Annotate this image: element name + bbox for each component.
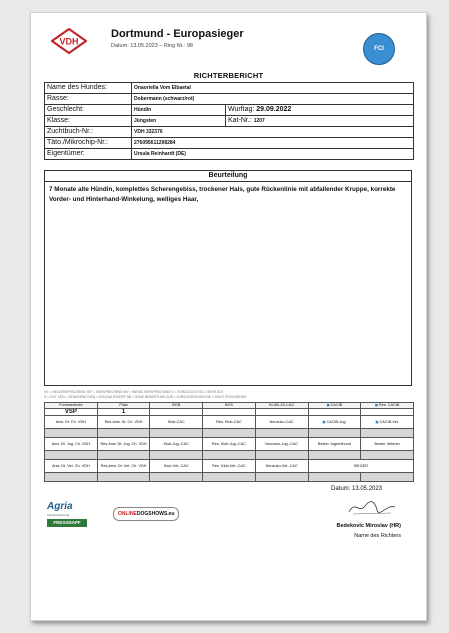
awards-row-b — [45, 438, 414, 451]
name-value: Onaoriella Vom Elbaetal — [132, 83, 414, 94]
sieger-cell: SIEGER — [308, 460, 413, 473]
document-page — [30, 12, 427, 621]
zuchtbuch-value: VDH 332376 — [132, 127, 414, 138]
legend-line-2: G = GUT GEN = GENÜGEND DISQ = DISQUALIFIZIERT NB = OHNE BEWERTUNG ZUR = ZURÜCKGEZOGEN NE = NICHT ERSCHIENEN — [44, 395, 247, 399]
award-cell: Klub-Vet.-CAC — [150, 460, 203, 473]
award-cell: Res. Klub-Vet.-CAC — [203, 460, 256, 473]
legend-line-1: VV = VIELVERSPRECHEND VSP = VERSPRECHEND WV = WENIG VERSPRECHEND V = VORZÜGLICH SG = SEHR GUT — [44, 390, 224, 394]
ods-logo-rest: DOGSHOWS.eu — [136, 511, 175, 517]
onlinedogshows-logo — [113, 507, 179, 521]
wurftag-label: Wurftag: — [228, 106, 255, 113]
name-label: Name des Hundes: — [45, 83, 132, 94]
row-geschlecht — [45, 105, 414, 116]
report-title: RICHTERBERICHT — [193, 71, 264, 80]
award-header: ◼ CACIB — [308, 403, 361, 409]
agria-subtitle: Tierversicherung — [47, 513, 70, 517]
award-cell-text: CACIB-Vet. — [379, 419, 399, 424]
zuchtbuch-label: Zuchtbuch-Nr.: — [45, 127, 132, 138]
awards-result-row — [45, 409, 414, 416]
fressnapf-logo: FRESSNAPF — [47, 519, 87, 527]
row-eigentuemer — [45, 149, 414, 160]
award-header-text: CACIB — [330, 403, 343, 407]
award-cell: Anw. Dt. Jug. Ch. VDH — [45, 438, 98, 451]
eigentuemer-label: Eigentümer: — [45, 149, 132, 160]
award-cell: Neuzuko-CAC — [255, 416, 308, 429]
award-cell: Res. Klub-Jug.-CAC — [203, 438, 256, 451]
rasse-value: Dobermann (schwarz/rot) — [132, 94, 414, 105]
fci-logo-text: FCI — [374, 46, 384, 52]
award-header: ◼ Res. CACIB — [361, 403, 414, 409]
row-klasse — [45, 116, 414, 127]
show-title: Dortmund - Europasieger — [111, 28, 244, 40]
rasse-label: Rasse: — [45, 94, 132, 105]
wurftag-value: 29.09.2022 — [256, 106, 292, 113]
row-zuchtbuch — [45, 127, 414, 138]
katnr-cell — [226, 116, 414, 127]
award-cell: Neuzuko-Jug.-CAC — [255, 438, 308, 451]
vdh-logo-text: VDH — [59, 36, 79, 47]
judge-caption: Name des Richters — [354, 533, 401, 539]
award-result — [150, 409, 203, 416]
award-cell: Klub-CAC — [150, 416, 203, 429]
chip-value: 276095611298284 — [132, 138, 414, 149]
award-cell: ◼ CACIB-Vet. — [361, 416, 414, 429]
footer-date: Datum: 13.05.2023 — [331, 486, 383, 492]
judge-signature — [347, 498, 397, 516]
row-chip — [45, 138, 414, 149]
katnr-value: 1207 — [253, 118, 265, 124]
judge-name: Bedekovic Miroslav (HR) — [336, 523, 401, 529]
geschlecht-label: Geschlecht: — [45, 105, 132, 116]
award-cell: Bester Jugendhund — [308, 438, 361, 451]
award-cell: Neuzuko-Vet.-CAC — [255, 460, 308, 473]
award-result — [308, 409, 361, 416]
award-header: BOS — [203, 403, 256, 409]
award-header-text: Res. CACIB — [378, 403, 400, 407]
ods-logo-online: ONLINE — [118, 511, 137, 517]
award-cell: Bester Veteran — [361, 438, 414, 451]
award-header: Formwertnote — [45, 403, 98, 409]
show-subtitle: Datum: 13.05.2023 – Ring Nr.: 98 — [111, 43, 193, 49]
awards-gap-row — [45, 429, 414, 438]
formwert-result: VSP — [45, 409, 98, 416]
award-cell: Res.Anw. Dt. Vet. Ch. VDH — [97, 460, 150, 473]
agria-logo: Agria — [47, 501, 73, 512]
award-cell-text: CACIB-Jug. — [326, 419, 347, 424]
awards-gap-row — [45, 473, 414, 482]
klasse-label: Klasse: — [45, 116, 132, 127]
klasse-value: Jüngsten — [132, 116, 226, 127]
vdh-logo — [51, 28, 87, 54]
beurteilung-text: 7 Monate alte Hündin, komplettes Scherengebiss, trockener Hals, gute Rückenlinie mit abfallender Kruppe, korrekte Vorder- und Hinterhand-Winkelung, welliges Haar, — [49, 186, 396, 203]
awards-gap-row — [45, 451, 414, 460]
award-result — [361, 409, 414, 416]
awards-row-a — [45, 416, 414, 429]
row-name — [45, 83, 414, 94]
wurftag-cell — [226, 105, 414, 116]
chip-label: Täto./Mikrochip-Nr.: — [45, 138, 132, 149]
beurteilung-heading: Beurteilung — [44, 170, 412, 181]
awards-table — [44, 402, 414, 482]
award-cell: Klub-Jug.-CAC — [150, 438, 203, 451]
award-cell: Anw. Dt. Vet. Ch. VDH — [45, 460, 98, 473]
geschlecht-value: Hündin — [132, 105, 226, 116]
katnr-label: Kat-Nr.: — [228, 117, 252, 124]
platz-result: 1 — [97, 409, 150, 416]
award-cell: Anw. Dt. Ch. VDH — [45, 416, 98, 429]
award-result — [203, 409, 256, 416]
beurteilung-box — [44, 181, 412, 386]
row-rasse — [45, 94, 414, 105]
fci-logo — [363, 33, 395, 65]
award-result — [255, 409, 308, 416]
awards-row-c — [45, 460, 414, 473]
dog-info-table — [44, 82, 414, 160]
award-cell: ◼ CACIB-Jug. — [308, 416, 361, 429]
award-cell: Res.Anw. Dt. Ch. VDH — [97, 416, 150, 429]
award-cell: Res. Klub-CAC — [203, 416, 256, 429]
award-cell: Res.Anw. Dt. Jug. Ch. VDH — [97, 438, 150, 451]
eigentuemer-value: Ursula Reinhardt (DE) — [132, 149, 414, 160]
award-header: Platz — [97, 403, 150, 409]
award-header: KLUB-JG-CAC — [255, 403, 308, 409]
award-header: BOB — [150, 403, 203, 409]
